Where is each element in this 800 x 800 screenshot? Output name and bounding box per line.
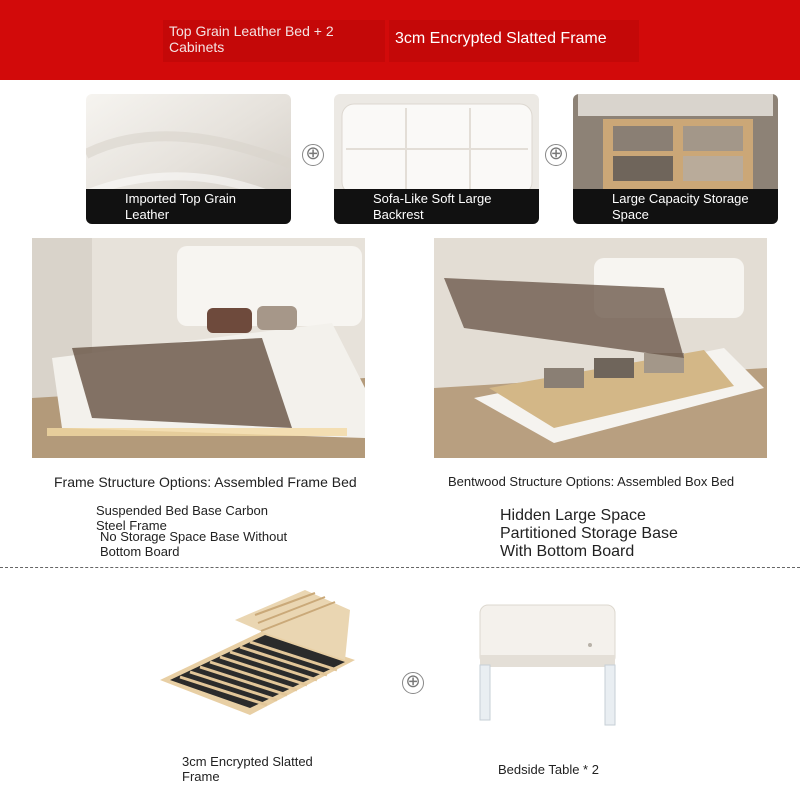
- feature-backrest: [334, 94, 539, 224]
- frame-option-title: Frame Structure Options: Assembled Frame Bed: [54, 474, 357, 490]
- bundle-option-bed-cabinets[interactable]: Top Grain Leather Bed + 2 Cabinets: [163, 20, 385, 62]
- plus-icon: ⊕: [302, 144, 324, 166]
- slatted-frame-caption: 3cm Encrypted Slatted Frame: [182, 754, 313, 784]
- section-divider: [0, 567, 800, 568]
- top-banner: [0, 0, 800, 80]
- feature-caption: Imported Top Grain Leather: [86, 189, 291, 224]
- bedside-table-image: [475, 600, 620, 730]
- plus-icon: ⊕: [545, 144, 567, 166]
- box-option-title: Bentwood Structure Options: Assembled Box Bed: [448, 474, 735, 489]
- box-option-note: Hidden Large Space Partitioned Storage Base With Bottom Board: [500, 507, 700, 561]
- feature-caption: Large Capacity Storage Space: [573, 189, 778, 224]
- feature-storage: [573, 94, 778, 224]
- frame-option-note-2: No Storage Space Base Without Bottom Board: [100, 529, 288, 559]
- bundle-option-slatted-frame[interactable]: 3cm Encrypted Slatted Frame: [389, 20, 639, 62]
- feature-caption: Sofa-Like Soft Large Backrest: [334, 189, 539, 224]
- plus-icon: ⊕: [402, 672, 424, 694]
- bedside-table-caption: Bedside Table * 2: [498, 762, 599, 777]
- slatted-frame-image: [155, 585, 355, 720]
- frame-bed-photo: [32, 238, 365, 458]
- frame-option-note-1: Suspended Bed Base Carbon Steel Frame: [96, 503, 301, 533]
- feature-leather: [86, 94, 291, 224]
- box-bed-photo: [434, 238, 767, 458]
